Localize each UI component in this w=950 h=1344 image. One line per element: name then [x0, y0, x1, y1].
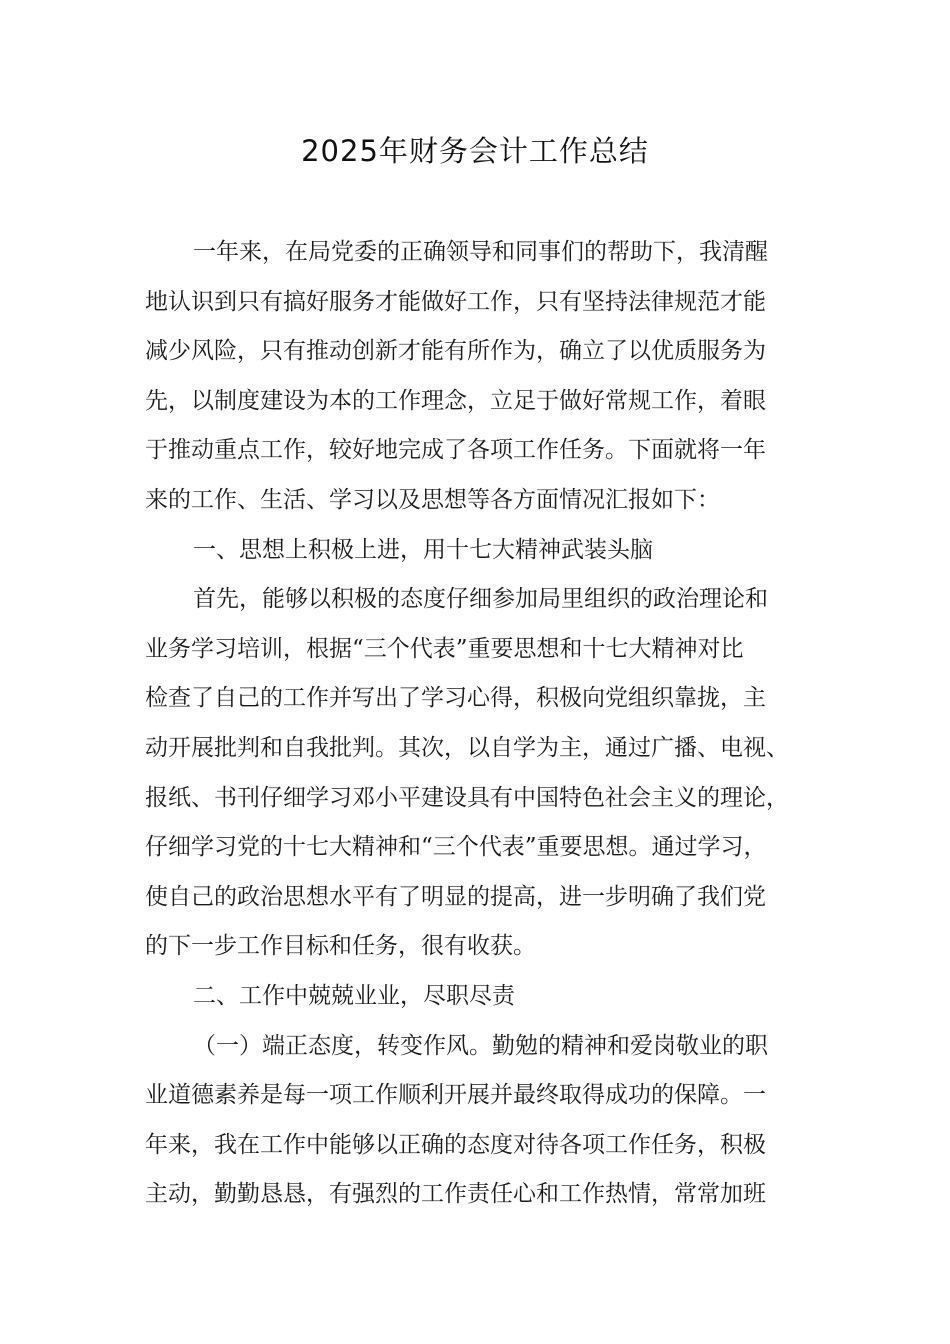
document-body — [145, 228, 805, 1220]
paragraph-line: 业道德素养是每一项工作顺利开展并最终取得成功的保障。一 — [145, 1082, 766, 1109]
paragraph-line: 使自己的政治思想水平有了明显的提高，进一步明确了我们党 — [145, 883, 766, 910]
paragraph-line: 检查了自己的工作并写出了学习心得，积极向党组织靠拢，主 — [145, 685, 766, 712]
section-heading: 一、思想上积极上进，用十七大精神武装头脑 — [193, 536, 653, 563]
paragraph-line: 的下一步工作目标和任务，很有收获。 — [145, 933, 536, 960]
paragraph-line: 来的工作、生活、学习以及思想等各方面情况汇报如下： — [145, 486, 720, 513]
paragraph-line: 先，以制度建设为本的工作理念，立足于做好常规工作，着眼 — [145, 387, 766, 414]
paragraph-line: 动开展批判和自我批判。其次，以自学为主，通过广播、电视、 — [145, 734, 789, 761]
paragraph-line: 地认识到只有搞好服务才能做好工作，只有坚持法律规范才能 — [145, 288, 766, 315]
paragraph-line: 首先，能够以积极的态度仔细参加局里组织的政治理论和 — [193, 586, 768, 613]
paragraph-line: 于推动重点工作，较好地完成了各项工作任务。下面就将一年 — [145, 437, 766, 464]
paragraph-line: 报纸、书刊仔细学习邓小平建设具有中国特色社会主义的理论， — [145, 784, 789, 811]
paragraph-line: 减少风险，只有推动创新才能有所作为，确立了以优质服务为 — [145, 338, 766, 365]
paragraph-line: 年来，我在工作中能够以正确的态度对待各项工作任务，积极 — [145, 1131, 766, 1158]
paragraph-line: 业务学习培训，根据“三个代表”重要思想和十七大精神对比 — [145, 635, 744, 662]
paragraph-line: 主动，勤勤恳恳，有强烈的工作责任心和工作热情，常常加班 — [145, 1181, 766, 1208]
document-title: 2025年财务会计工作总结 — [301, 134, 649, 168]
paragraph-line: （一）端正态度，转变作风。勤勉的精神和爱岗敬业的职 — [193, 1032, 768, 1059]
paragraph-line: 一年来，在局党委的正确领导和同事们的帮助下，我清醒 — [193, 239, 768, 265]
paragraph-line: 仔细学习党的十七大精神和“三个代表”重要思想。通过学习， — [145, 834, 767, 861]
section-heading: 二、工作中兢兢业业，尽职尽责 — [193, 982, 515, 1009]
